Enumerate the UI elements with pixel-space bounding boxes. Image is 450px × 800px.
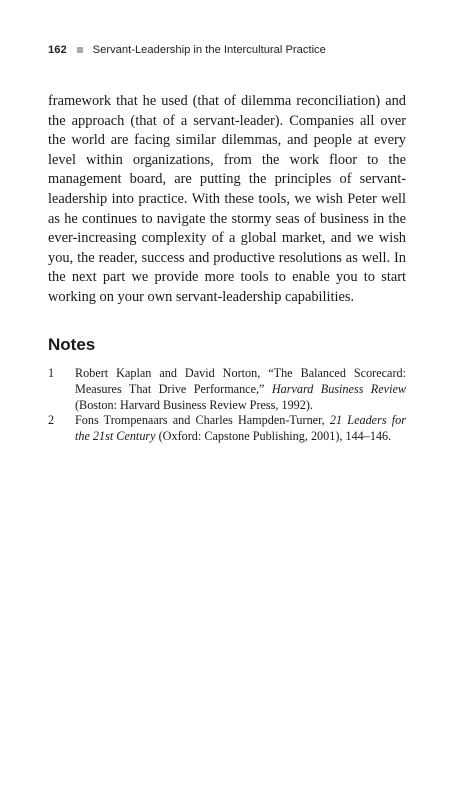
note-number: 2	[48, 413, 55, 428]
body-paragraph: framework that he used (that of dilemma reconciliation) and the approach (that of a servant-leader). Companies all over the world are facing similar dilemmas, and people at every level within organizations, from the work floor to the management board, are putting the principles of servant-leadership into practice. With these tools, we wish Peter well as he continues to navigate the stormy seas of business in the ever-increasing complexity of a global market, and we wish you, the reader, success and productive resolutions as well. In the next part we provide more tools to enable you to start working on your own servant-leadership capabilities.	[48, 93, 406, 305]
note-text	[75, 366, 406, 413]
running-header	[48, 44, 408, 56]
note-text-post: (Boston: Harvard Business Review Press, 1992).	[75, 397, 313, 412]
note-item	[48, 413, 406, 445]
note-source-title: Harvard Business Review	[271, 381, 406, 396]
note-item	[48, 366, 406, 413]
note-number: 1	[48, 366, 55, 380]
note-source-title: 21 Leaders for the 21st Century	[75, 413, 406, 444]
notes-list	[48, 366, 406, 445]
note-text-post: (Oxford: Capstone Publishing, 2001), 144–146.	[155, 429, 392, 444]
note-text-pre: Robert Kaplan and David Norton, “The Balanced Scorecard: Measures That Drive Performance,”	[75, 366, 406, 396]
header-separator	[77, 47, 83, 53]
note-text-pre: Fons Trompenaars and Charles Hampden-Turner,	[75, 413, 330, 428]
page-number: 162	[48, 44, 67, 56]
note-text	[75, 413, 406, 445]
running-title: Servant-Leadership in the Intercultural Practice	[92, 44, 326, 56]
notes-heading: Notes	[48, 335, 96, 354]
